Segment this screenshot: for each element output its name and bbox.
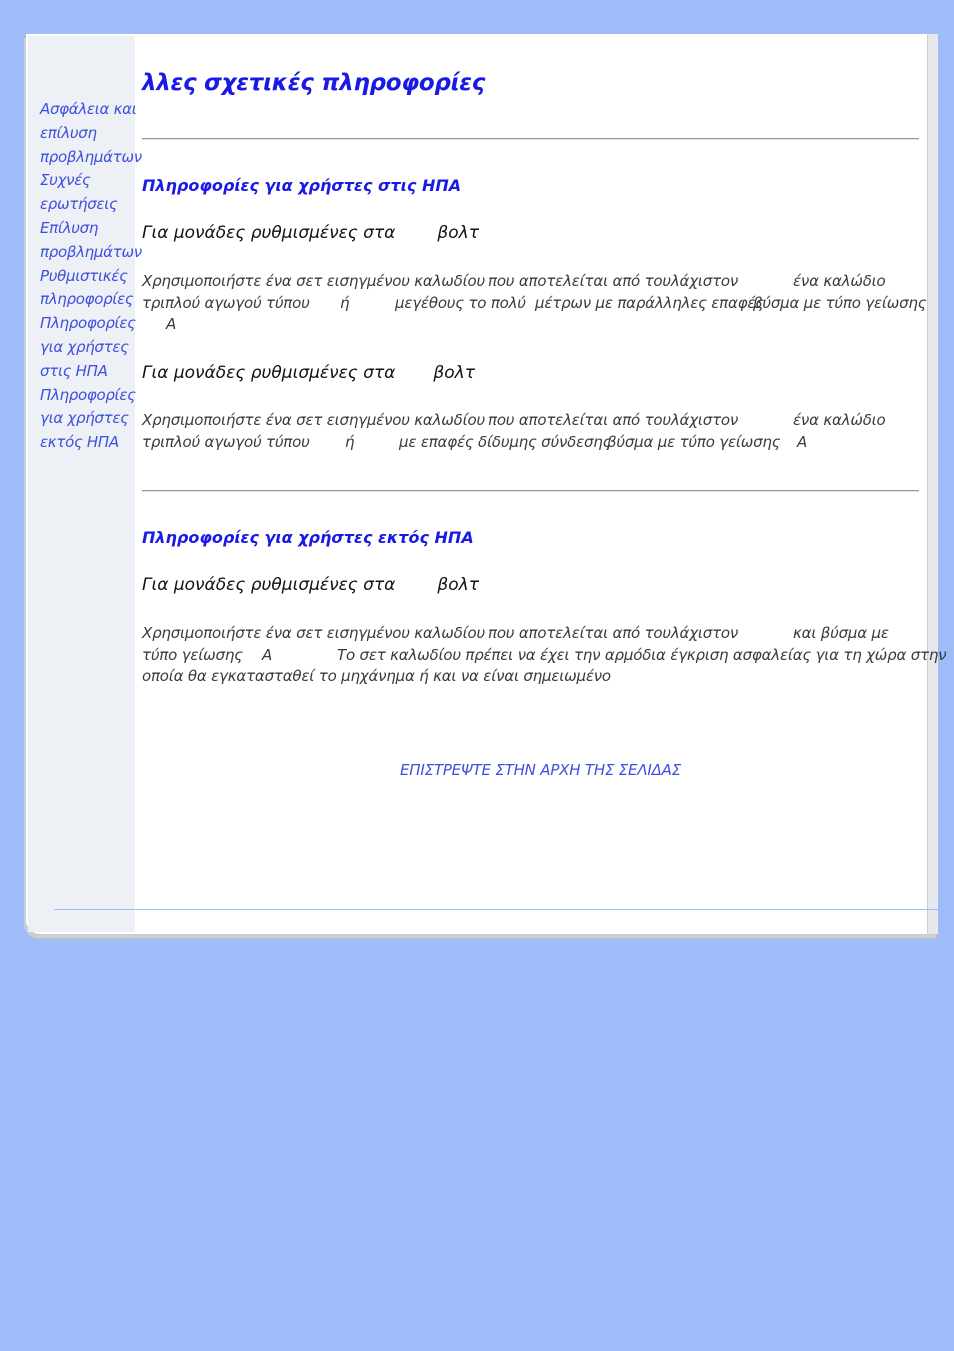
sidebar-item-regulatory-info[interactable]: Ρυθμιστικές πληροφορίες [40,266,134,309]
non-us-section-title: Πληροφορίες για χρήστες εκτός ΗΠΑ [142,528,474,547]
divider [142,138,919,140]
page-right-edge [927,34,938,934]
footer-rule [54,909,938,910]
back-to-top-link[interactable]: ΕΠΙΣΤΡΕΨΤΕ ΣΤΗΝ ΑΡΧΗ ΤΗΣ ΣΕΛΙΔΑΣ [400,761,682,779]
sidebar-item-faq[interactable]: Συχνές ερωτήσεις [40,171,118,214]
us-section-title: Πληροφορίες για χρήστες στις ΗΠΑ [142,176,462,195]
non-us-block1-text: Χρησιμοποιήστε ένα σετ εισηγμένου καλωδίου που αποτελείται από τουλάχιστον και βύσμα με τύπο γείωσης A Το σετ καλωδίου πρέπει να έχει την αρμόδια έγκριση ασφαλείας για τη χώρα στην οποία θα εγκατασταθεί το μηχάνημα ή και να είναι σημειωμένο [142,624,947,686]
sidebar-item-troubleshooting[interactable]: Επίλυση προβλημάτων [40,218,142,261]
divider [142,490,919,492]
sidebar-nav [40,98,140,455]
us-block2-text: Χρησιμοποιήστε ένα σετ εισηγμένου καλωδίου που αποτελείται από τουλάχιστον ένα καλώδιο τριπλού αγωγού τύπου ή με επαφές δίδυμης σύνδεσης βύσμα με τύπο γείωσης A [142,411,886,451]
us-block2-heading: Για μονάδες ρυθμισμένες στα βολτ [142,363,475,383]
us-block1-text: Χρησιμοποιήστε ένα σετ εισηγμένου καλωδίου που αποτελείται από τουλάχιστον ένα καλώδιο τριπλού αγωγού τύπου ή μεγέθους το πολύ μέτρων με παράλληλες επαφές βύσμα με τύπο γείωσης A [142,272,927,334]
sidebar-item-us-users[interactable]: Πληροφορίες για χρήστες στις ΗΠΑ [40,314,136,380]
us-block1-heading: Για μονάδες ρυθμισμένες στα βολτ [142,223,479,243]
sidebar-item-safety-troubleshooting[interactable]: Ασφάλεια και επίλυση προβλημάτων [40,100,142,166]
page-title: λλες σχετικές πληροφορίες [142,70,486,96]
sidebar-item-non-us-users[interactable]: Πληροφορίες για χρήστες εκτός ΗΠΑ [40,385,136,452]
page-frame [26,34,947,934]
non-us-block1-heading: Για μονάδες ρυθμισμένες στα βολτ [142,575,479,595]
